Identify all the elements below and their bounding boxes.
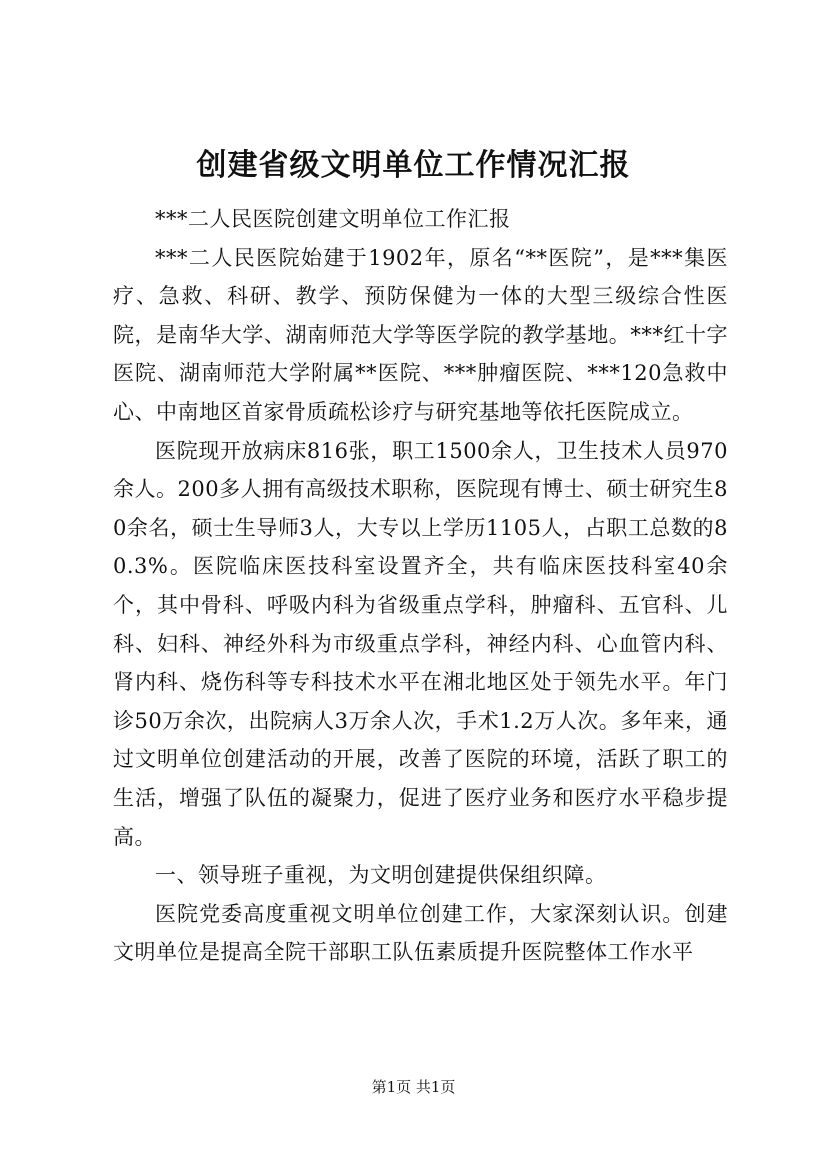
page-footer: 第1页 共1页 — [371, 1078, 456, 1096]
document-body — [113, 200, 728, 972]
paragraph-history: ***二人民医院始建于1902年，原名“**医院”，是***集医疗、急救、科研、教学、预防保健为一体的大型三级综合性医院，是南华大学、湖南师范大学等医学院的教学基地。***红十字医院、湖南师范大学附属**医院、***肿瘤医院、***120急救中心、中南地区首家骨质疏松诊疗与研究基地等依托医院成立。 — [113, 245, 728, 424]
paragraph-party-committee: 医院党委高度重视文明单位创建工作，大家深刻认识。创建文明单位是提高全院干部职工队伍素质提升医院整体工作水平 — [113, 901, 728, 965]
section-heading-leadership: 一、领导班子重视，为文明创建提供保组织障。 — [155, 863, 607, 888]
paragraph-statistics: 医院现开放病床816张，职工1500余人，卫生技术人员970余人。200多人拥有高级技术职称，医院现有博士、硕士研究生80余名，硕士生导师3人，大专以上学历1105人，占职工总数的80.3%。医院临床医技科室设置齐全，共有临床医技科室40余个，其中骨科、呼吸内科为省级重点学科，肿瘤科、五官科、儿科、妇科、神经外科为市级重点学科，神经内科、心血管内科、肾内科、烧伤科等专科技术水平在湘北地区处于领先水平。年门诊50万余次，出院病人3万余人次，手术1.2万人次。多年来，通过文明单位创建活动的开展，改善了医院的环境，活跃了职工的生活，增强了队伍的凝聚力，促进了医疗业务和医疗水平稳步提高。 — [113, 438, 728, 849]
paragraph-subtitle: ***二人民医院创建文明单位工作汇报 — [155, 207, 511, 231]
document-title: 创建省级文明单位工作情况汇报 — [196, 148, 631, 183]
